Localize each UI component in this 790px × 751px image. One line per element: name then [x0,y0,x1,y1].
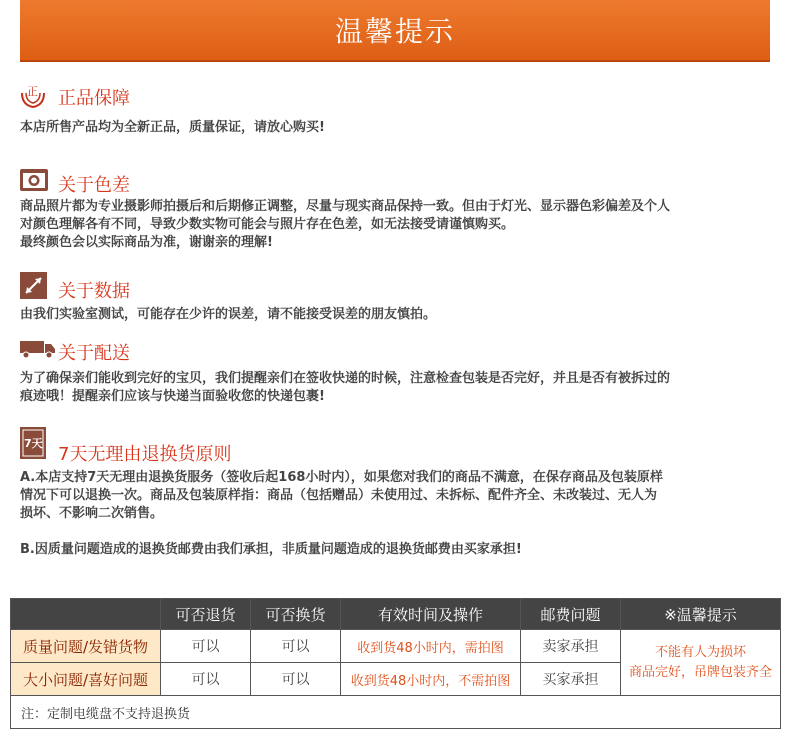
delivery-text-line-2: 痕迹哦！提醒亲们应该与快递当面验收您的快递包裹! [20,389,325,404]
row-category: 质量问题/发错货物 [11,630,161,663]
row-exchange: 可以 [251,663,341,696]
camera-icon [20,169,48,191]
section-title-returns: 7天无理由退换货原则 [58,444,232,465]
seven-day-icon [20,427,46,459]
delivery-text-line-1: 为了确保亲们能收到完好的宝贝，我们提醒亲们在签收快递的时候，注意检查包装是否完好，并且是否有被拆过的 [20,371,671,386]
section-title-color: 关于色差 [58,175,130,196]
table-header-time-operation: 有效时间及操作 [341,599,521,630]
color-text-line-3: 最终颜色会以实际商品为准，谢谢亲的理解! [20,235,273,250]
row-category: 大小问题/喜好问题 [11,663,161,696]
banner-title: 温馨提示 [334,15,455,48]
returns-text-b: B.因质量问题造成的退换货邮费由我们承担，非质量问题造成的退换货邮费由买家承担! [20,542,522,557]
section-title-data: 关于数据 [58,281,130,302]
returns-text-line-3: 损坏、不影响二次销售。 [20,506,164,521]
table-header-corner [11,599,161,630]
genuine-icon-text: 正 [27,85,38,98]
tip-line-2: 商品完好，吊牌包装齐全 [628,664,772,680]
table-header-shipping: 邮费问题 [521,599,621,630]
table-header-return: 可否退货 [161,599,251,630]
color-text-line-1: 商品照片都为专业摄影师拍摄后和后期修正调整，尽量与现实商品保持一致。但由于灯光、显示器色彩偏差及个人 [20,199,671,214]
row-exchange: 可以 [251,630,341,663]
table-header-exchange: 可否换货 [251,599,341,630]
table-note: 注：定制电缆盘不支持退换货 [11,696,781,729]
genuine-text: 本店所售产品均为全新正品，质量保证，请放心购买! [20,120,325,135]
returns-text-line-1: A.本店支持7天无理由退换货服务（签收后起168小时内），如果您对我们的商品不满意，在保存商品及包装原样 [20,470,663,485]
measure-icon [20,272,47,299]
row-shipping: 买家承担 [521,663,621,696]
row-return: 可以 [161,630,251,663]
table-row [11,630,781,663]
seven-day-icon-text: 7天 [24,437,43,450]
table-note-row [11,696,781,729]
tip-line-1: 不能有人为损坏 [654,644,746,660]
row-return: 可以 [161,663,251,696]
color-text-line-2: 对颜色理解各有不同，导致少数实物可能会与照片存在色差，如无法接受请谨慎购买。 [20,217,515,232]
return-policy-table [10,598,781,729]
truck-icon [20,339,56,359]
section-title-delivery: 关于配送 [58,343,130,364]
header-banner [20,0,770,62]
table-tip-cell [621,630,781,696]
section-title-genuine: 正品保障 [58,88,130,109]
row-shipping: 卖家承担 [521,630,621,663]
row-time-operation: 收到货48小时内，需拍图 [341,630,521,663]
genuine-hand-icon [20,83,46,109]
row-time-operation: 收到货48小时内，不需拍图 [341,663,521,696]
table-header-tip: ※温馨提示 [621,599,781,630]
table-header-row [11,599,781,630]
data-text: 由我们实验室测试，可能存在少许的误差，请不能接受误差的朋友慎拍。 [20,307,437,322]
returns-text-line-2: 情况下可以退换一次。商品及包装原样指：商品（包括赠品）未使用过、未拆标、配件齐全、未改装过、无人为 [20,488,658,503]
